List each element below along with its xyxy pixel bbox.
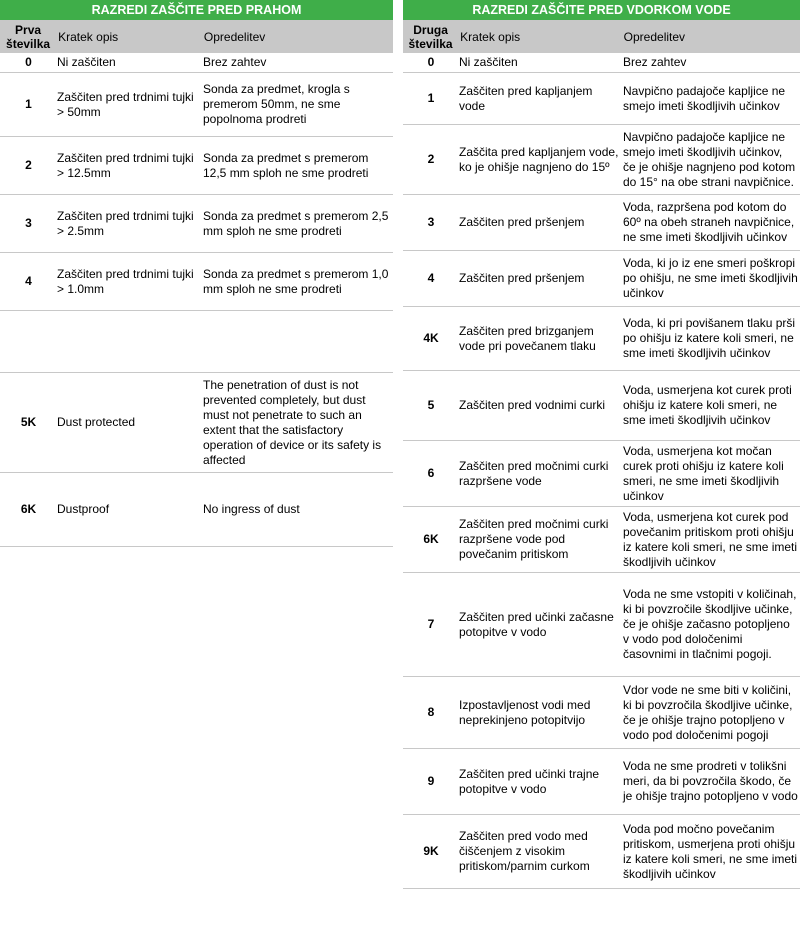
rating-number: 6 [427,466,435,480]
table-row [0,253,393,311]
definition: The penetration of dust is not prevented completely, but dust must not penetrate to such an extent that the satisfactory operation of device or its safety is affected [203,377,382,467]
dust-protection-table [0,0,393,547]
short-description: Zaščiten pred pršenjem [459,215,585,229]
short-description: Zaščiten pred močnimi curki razpršene vode pod povečanim pritiskom [459,517,609,561]
definition: Voda ne sme prodreti v tolikšni meri, da bi povzročila škodo, če je ohišje trajno potopljeno v vodo [623,759,798,803]
table-row [0,53,393,73]
short-description: Zaščita pred kapljanjem vode, ko je ohišje nagnjeno do 15º [459,144,619,174]
definition: Voda ne sme vstopiti v količinah, ki bi povzročile škodljive učinke, če je ohišje začasno potopljeno v vodo pod določenimi časovnimi in tlačnimi pogoji. [623,587,797,661]
table-row [403,371,800,441]
definition: Sonda za predmet s premerom 2,5 mm sploh ne sme prodreti [203,208,389,238]
short-description: Zaščiten pred trdnimi tujki > 50mm [57,89,194,119]
definition: Sonda za predmet s premerom 1,0 mm sploh ne sme prodreti [203,266,389,296]
table-row [0,373,393,473]
short-description: Zaščiten pred vodo med čiščenjem z visokim pritiskom/parnim curkom [459,829,590,873]
header-definition: Opredelitev [203,29,266,44]
table-row [0,311,393,373]
header-first-digit: Prva številka [6,22,51,51]
definition: Voda, usmerjena kot curek proti ohišju iz katere koli smeri, ne sme imeti škodljivih učinkov [623,383,792,427]
header-second-digit: Druga številka [408,22,453,51]
short-description: Zaščiten pred kapljanjem vode [459,83,593,113]
rating-number: 2 [427,152,435,166]
definition: Voda, ki jo iz ene smeri poškropi po ohišju, ne sme imeti škodljivih učinkov [623,256,798,300]
short-description: Zaščiten pred trdnimi tujki > 12.5mm [57,150,194,180]
definition: Voda pod močno povečanim pritiskom, usmerjena proti ohišju iz katere koli smeri, ne sme imeti škodljivih učinkov [623,821,798,881]
table-row [403,195,800,251]
short-description: Zaščiten pred močnimi curki razpršene vode [459,458,609,488]
definition: Voda, usmerjena kot curek pod povečanim pritiskom proti ohišju iz katere koli smeri, ne sme imeti škodljivih učinkov [623,509,798,569]
table-row [403,73,800,125]
definition: Brez zahtev [623,55,687,69]
short-description: Ni zaščiten [459,55,518,69]
short-description: Dust protected [57,415,136,429]
rating-number: 1 [427,91,435,105]
definition: Brez zahtev [203,55,267,69]
table-row [403,53,800,73]
table-row [403,815,800,889]
rating-number: 4 [25,274,32,288]
table-row [0,73,393,137]
table-row [0,137,393,195]
rating-number: 4 [427,271,435,285]
definition [203,311,393,372]
definition: Vdor vode ne sme biti v količini, ki bi povzročila škodljive učinke, če je ohišje trajno potopljeno v vodo pod določenimi pogoji [623,682,793,742]
rating-number: 8 [427,705,435,719]
rating-number: 9 [427,774,435,788]
table-row [403,749,800,815]
rating-number: 3 [25,216,32,230]
header-short-description: Kratek opis [58,29,119,44]
short-description: Zaščiten pred vodnimi curki [459,398,606,412]
definition: Sonda za predmet s premerom 12,5 mm sploh ne sme prodreti [203,150,369,180]
short-description: Zaščiten pred brizganjem vode pri povečanem tlaku [459,323,596,353]
dust-table-body [0,53,393,547]
rating-number: 6K [423,532,439,546]
definition: No ingress of dust [203,502,300,516]
definition: Voda, ki pri povišanem tlaku prši po ohišju iz katere koli smeri, ne sme imeti škodljivih učinkov [623,316,796,360]
water-table-title: RAZREDI ZAŠČITE PRED VDORKOM VODE [403,0,800,20]
header-definition: Opredelitev [623,29,686,44]
water-table-header [403,20,800,53]
rating-number: 0 [25,55,32,69]
definition: Voda, usmerjena kot močan curek proti ohišju iz katere koli smeri, ne sme imeti škodljivih učinkov [623,443,784,503]
table-row [403,507,800,573]
short-description: Zaščiten pred trdnimi tujki > 1.0mm [57,266,194,296]
header-short-description: Kratek opis [460,29,521,44]
definition: Sonda za predmet, krogla s premerom 50mm, ne sme popolnoma prodreti [203,82,350,126]
dust-table-title: RAZREDI ZAŠČITE PRED PRAHOM [0,0,393,20]
short-description: Zaščiten pred učinki trajne potopitve v vodo [459,766,600,796]
table-row [0,195,393,253]
table-row [403,125,800,195]
short-description: Zaščiten pred trdnimi tujki > 2.5mm [57,208,194,238]
short-description: Ni zaščiten [57,55,116,69]
table-row [403,441,800,507]
dust-table-header [0,20,393,53]
rating-number: 9K [423,844,439,858]
table-row [403,677,800,749]
rating-number: 5 [427,398,435,412]
table-row [403,573,800,677]
water-table-body [403,53,800,889]
table-row [0,473,393,547]
definition: Voda, razpršena pod kotom do 60º na obeh straneh navpičnice, ne sme imeti škodljivih učinkov [623,200,795,244]
definition: Navpično padajoče kapljice ne smejo imeti škodljivih učinkov, če je ohišje nagnjeno pod kotom do 15° na obe strani navpičnice. [623,129,796,189]
table-row [403,251,800,307]
short-description: Dustproof [57,502,110,516]
definition: Navpično padajoče kapljice ne smejo imeti škodljivih učinkov [623,83,786,113]
rating-number: 0 [427,55,435,69]
rating-number: 5K [20,415,37,429]
table-row [403,307,800,371]
rating-number: 3 [427,215,435,229]
short-description: Zaščiten pred pršenjem [459,271,585,285]
rating-number: 4K [423,331,439,345]
rating-number: 1 [25,97,32,111]
rating-number [0,311,57,372]
water-protection-table [403,0,800,889]
short-description: Zaščiten pred učinki začasne potopitve v vodo [459,609,614,639]
rating-number: 7 [427,617,435,631]
rating-number: 2 [25,158,32,172]
short-description [57,311,203,372]
short-description: Izpostavljenost vodi med neprekinjeno potopitvijo [459,697,591,727]
rating-number: 6K [20,502,37,516]
